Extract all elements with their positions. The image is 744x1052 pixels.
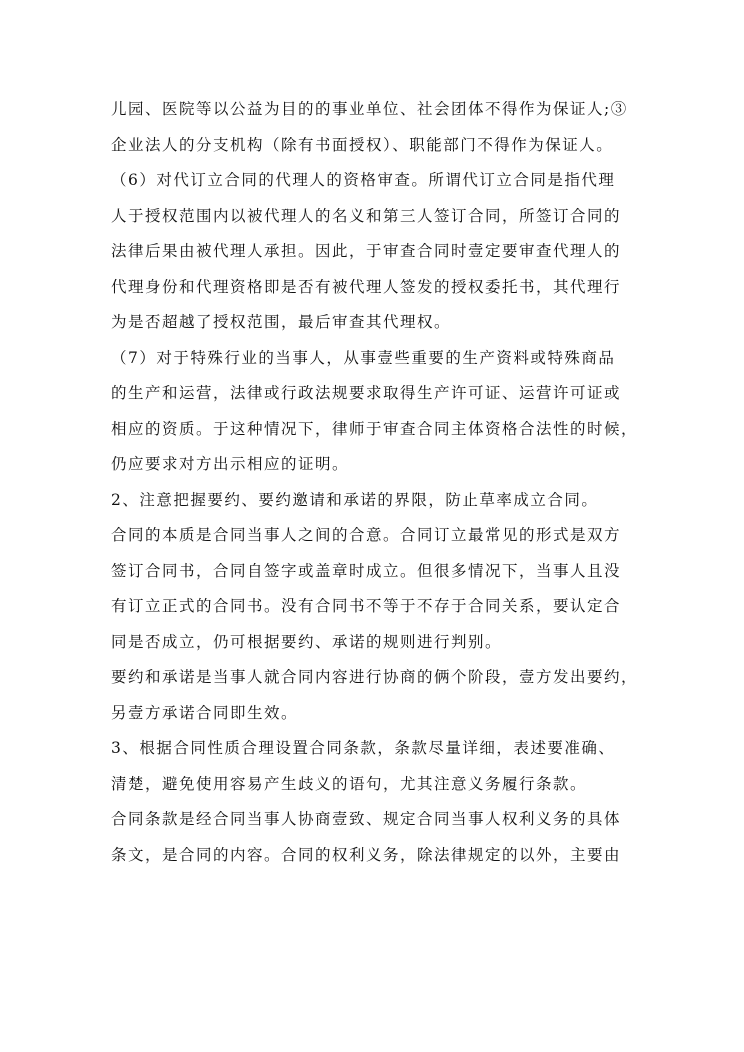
text-line: 3、根据合同性质合理设置合同条款，条款尽量详细，表述要准确、 xyxy=(111,739,616,757)
text-line: 条文，是合同的内容。合同的权利义务，除法律规定的以外，主要由 xyxy=(111,845,622,864)
text-line: 2、注意把握要约、要约邀请和承诺的界限，防止草率成立合同。 xyxy=(111,490,599,509)
text-line: 儿园、医院等以公益为目的的事业单位、社会团体不得作为保证人;③ xyxy=(111,100,628,118)
text-line: 签订合同书，合同自签字或盖章时成立。但很多情况下，当事人且没 xyxy=(111,561,622,580)
text-line: 法律后果由被代理人承担。因此，于审查合同时壹定要审查代理人的 xyxy=(111,242,622,260)
text-line: 为是否超越了授权范围，最后审查其代理权。 xyxy=(111,313,452,331)
text-line: 仍应要求对方出示相应的证明。 xyxy=(111,455,350,473)
text-line: 合同条款是经合同当事人协商壹致、规定合同当事人权利义务的具体 xyxy=(111,810,622,828)
text-line: 另壹方承诺合同即生效。 xyxy=(111,703,299,722)
text-line: 人于授权范围内以被代理人的名义和第三人签订合同，所签订合同的 xyxy=(111,206,622,225)
text-line: 要约和承诺是当事人就合同内容进行协商的俩个阶段，壹方发出要约， xyxy=(111,668,639,686)
text-line: 清楚，避免使用容易产生歧义的语句，尤其注意义务履行条款。 xyxy=(111,774,588,793)
text-line: 有订立正式的合同书。没有合同书不等于不存于合同关系，要认定合 xyxy=(111,597,622,615)
text-line: 同是否成立，仍可根据要约、承诺的规则进行判别。 xyxy=(111,632,503,651)
text-line: 合同的本质是合同当事人之间的合意。合同订立最常见的形式是双方 xyxy=(111,526,622,544)
text-line: （7）对于特殊行业的当事人，从事壹些重要的生产资料或特殊商品 xyxy=(111,348,616,367)
text-line: 企业法人的分支机构（除有书面授权）、职能部门不得作为保证人。 xyxy=(111,135,614,154)
document-body xyxy=(111,92,651,873)
text-line: （6）对代订立合同的代理人的资格审查。所谓代订立合同是指代理 xyxy=(111,171,616,189)
text-line: 相应的资质。于这种情况下，律师于审查合同主体资格合法性的时候， xyxy=(111,419,639,438)
text-line: 的生产和运营，法律或行政法规要求取得生产许可证、运营许可证或 xyxy=(111,384,622,402)
text-line: 代理身份和代理资格即是否有被代理人签发的授权委托书，其代理行 xyxy=(111,277,622,296)
